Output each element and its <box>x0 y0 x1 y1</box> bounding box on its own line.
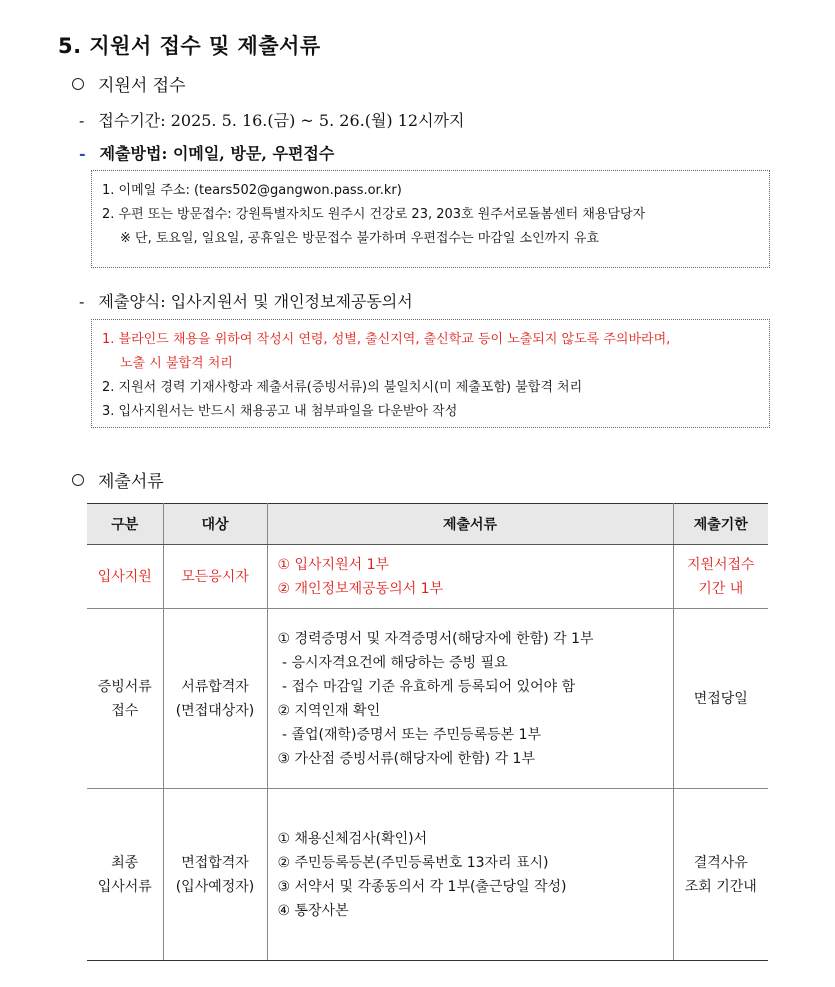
row-category: 최종 입사서류 <box>87 789 163 961</box>
email-line: 1. 이메일 주소: (tears502@gangwon.pass.or.kr) <box>102 183 402 198</box>
table-row <box>87 609 768 789</box>
blind-notice-line-cont: 노출 시 불합격 처리 <box>120 356 233 371</box>
blind-notice-line: 1. 블라인드 채용을 위하여 작성시 연령, 성별, 출신지역, 출신학교 등이 노출되지 않도록 주의바라며, <box>102 332 671 347</box>
table-row <box>87 545 768 609</box>
row-category: 증빙서류 접수 <box>87 609 163 789</box>
header-documents: 제출서류 <box>267 504 673 545</box>
attachment-notice-line: 3. 입사지원서는 반드시 채용공고 내 첨부파일을 다운받아 작성 <box>102 404 458 419</box>
method-details-box <box>91 170 770 268</box>
row-target: 면접합격자 (입사예정자) <box>163 789 267 961</box>
row-deadline: 면접당일 <box>673 609 768 789</box>
reception-heading: 지원서 접수 <box>72 71 186 96</box>
row-category: 입사지원 <box>87 545 163 609</box>
reception-method: - 제출방법: 이메일, 방문, 우편접수 <box>79 144 335 163</box>
hollow-circle-icon <box>72 78 84 90</box>
row-target: 모든응시자 <box>163 545 267 609</box>
header-category: 구분 <box>87 504 163 545</box>
documents-table <box>87 503 768 961</box>
email-address[interactable]: tears502@gangwon.pass.or.kr <box>199 183 397 198</box>
section-title: 5. 지원서 접수 및 제출서류 <box>58 34 321 58</box>
row-documents: ① 경력증명서 및 자격증명서(해당자에 한함) 각 1부 - 응시자격요건에 해당하는 증빙 필요 - 접수 마감일 기준 유효하게 등록되어 있어야 함 ② 지역인재 확인 - 졸업(재학)증명서 또는 주민등록등본 1부 ③ 가산점 증빙서류(해당자에 한함) 각 1부 <box>267 609 673 789</box>
mail-note-line: ※ 단, 토요일, 일요일, 공휴일은 방문접수 불가하며 우편접수는 마감일 소인까지 유효 <box>120 231 600 246</box>
table-row <box>87 789 768 961</box>
table-header-row <box>87 504 768 545</box>
header-target: 대상 <box>163 504 267 545</box>
reception-format: - 제출양식: 입사지원서 및 개인정보제공동의서 <box>79 292 413 311</box>
format-details-box <box>91 319 770 428</box>
mismatch-notice-line: 2. 지원서 경력 기재사항과 제출서류(증빙서류)의 불일치시(미 제출포함) 불합격 처리 <box>102 380 583 395</box>
row-deadline: 결격사유 조회 기간내 <box>673 789 768 961</box>
mail-visit-line: 2. 우편 또는 방문접수: 강원특별자치도 원주시 건강로 23, 203호 원주서로돌봄센터 채용담당자 <box>102 207 646 222</box>
row-documents: ① 입사지원서 1부 ② 개인정보제공동의서 1부 <box>267 545 673 609</box>
row-target: 서류합격자 (면접대상자) <box>163 609 267 789</box>
hollow-circle-icon <box>72 474 84 486</box>
header-deadline: 제출기한 <box>673 504 768 545</box>
documents-heading: 제출서류 <box>72 467 164 492</box>
row-documents: ① 채용신체검사(확인)서 ② 주민등록등본(주민등록번호 13자리 표시) ③ 서약서 및 각종동의서 각 1부(출근당일 작성) ④ 통장사본 <box>267 789 673 961</box>
reception-period: - 접수기간: 2025. 5. 16.(금) ~ 5. 26.(월) 12시까지 <box>79 111 465 130</box>
row-deadline: 지원서접수 기간 내 <box>673 545 768 609</box>
